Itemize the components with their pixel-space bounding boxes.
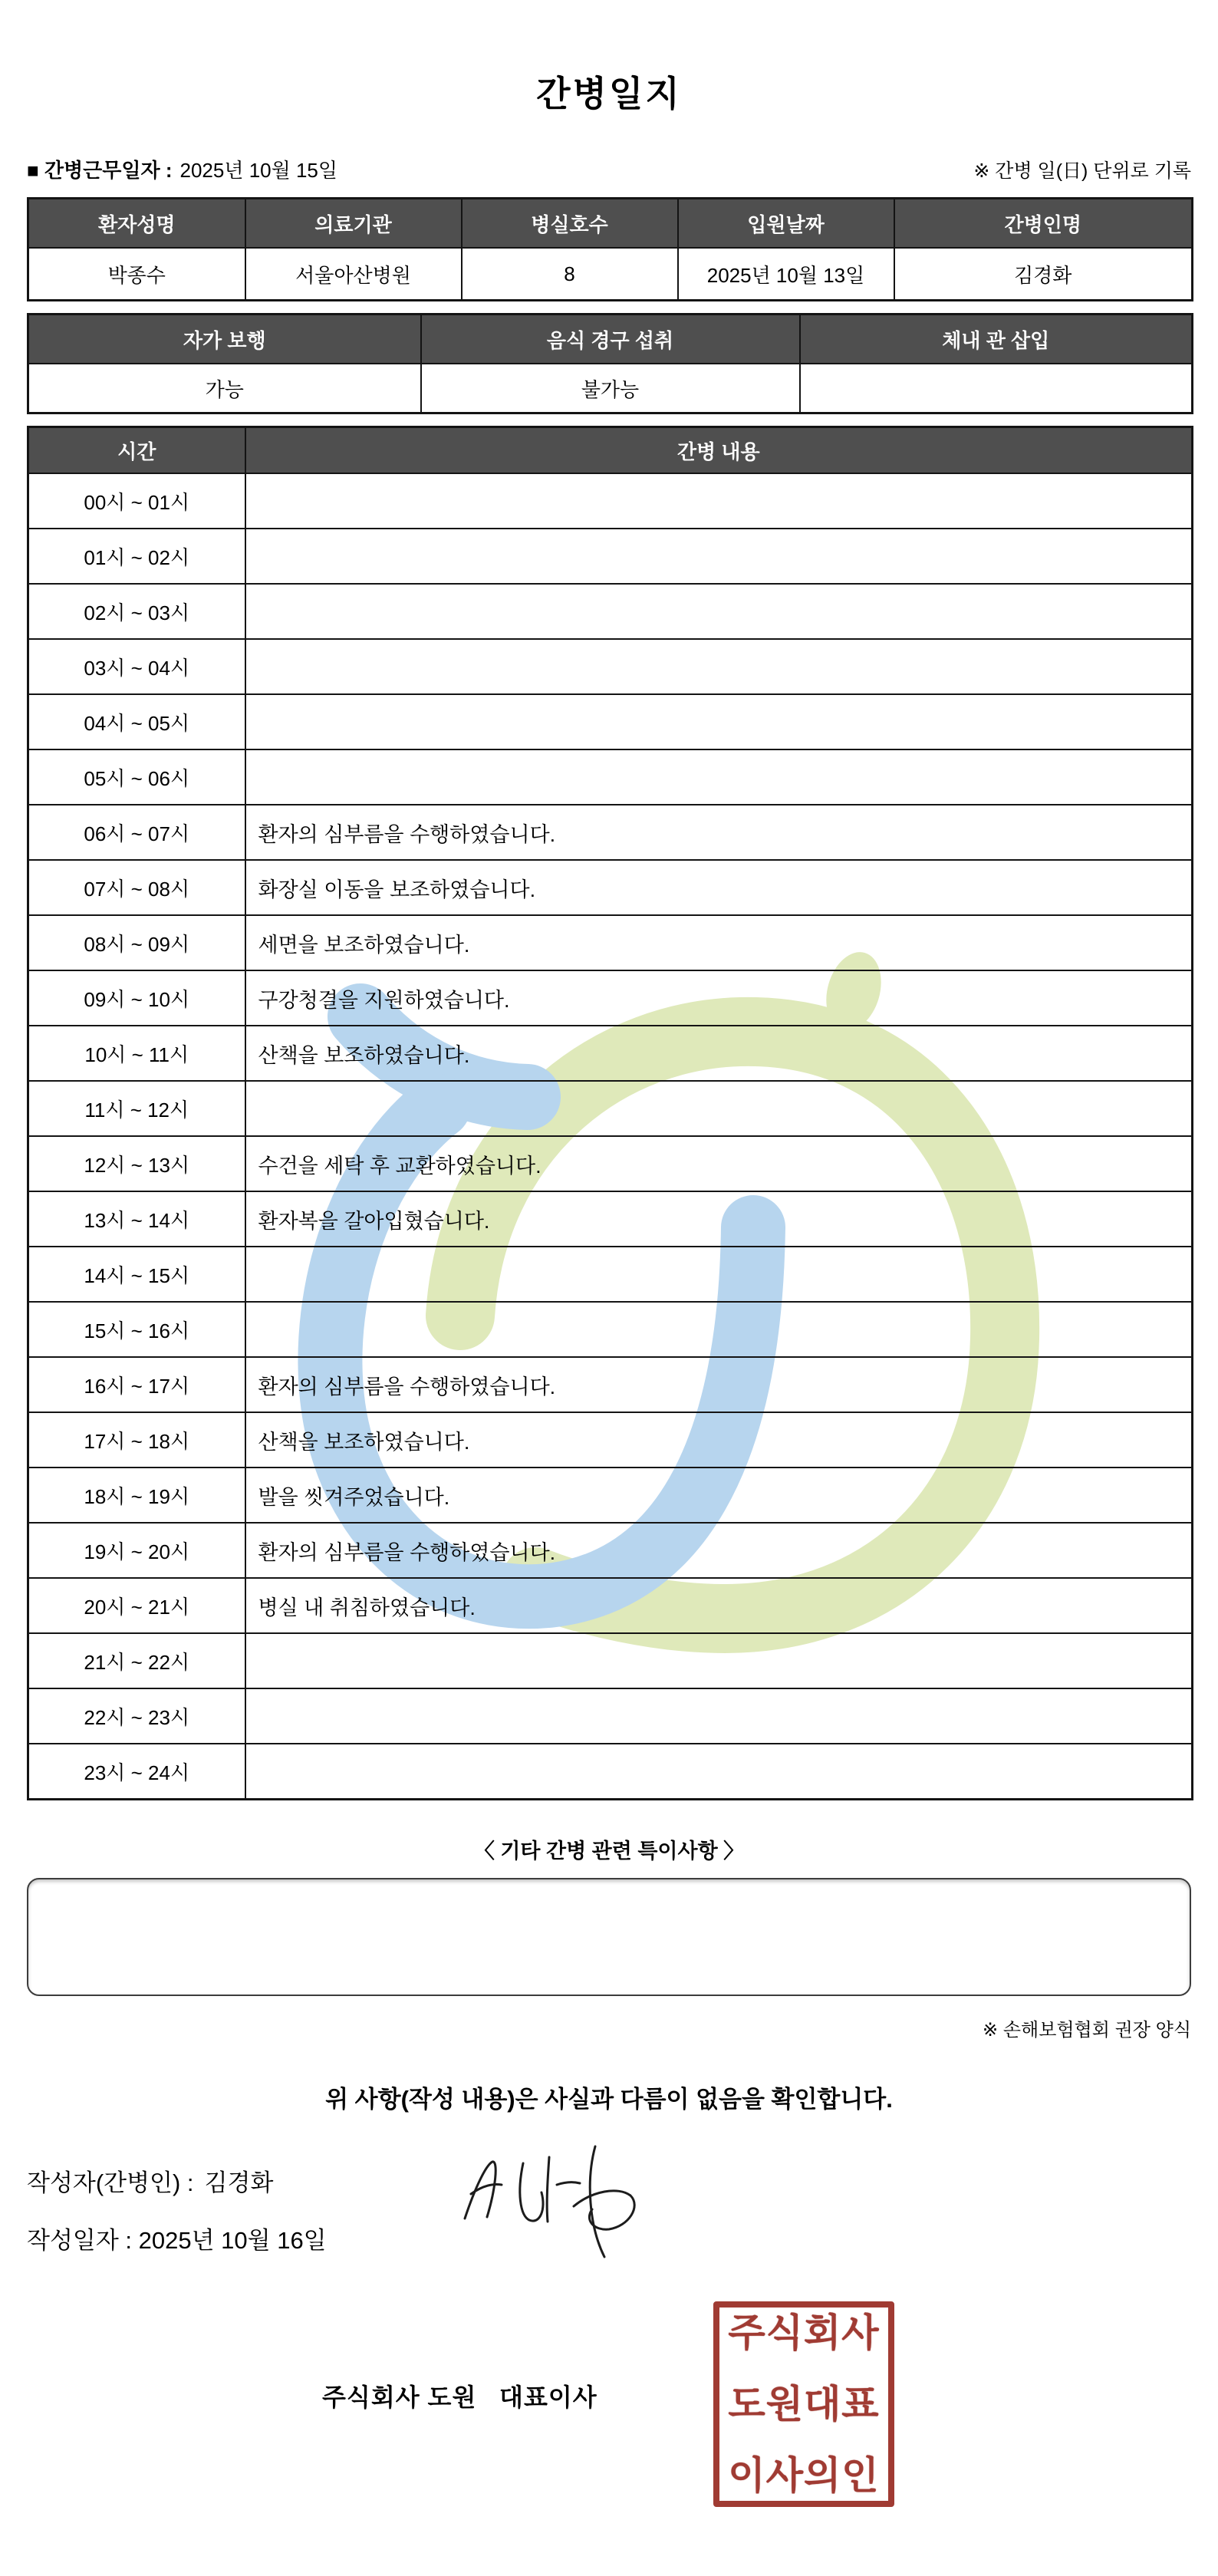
log-row [28, 915, 1193, 970]
unit-note: ※ 간병 일(日) 단위로 기록 [973, 160, 1191, 182]
log-content [245, 1081, 1193, 1136]
room-number-value: 8 [462, 248, 678, 301]
log-content: 발을 씻겨주었습니다. [245, 1468, 1193, 1523]
condition-header-row [28, 315, 1193, 364]
log-header-row [28, 427, 1193, 474]
log-row [28, 1468, 1193, 1523]
log-time: 04시 ~ 05시 [28, 694, 245, 749]
header-tube-insertion: 체내 관 삽입 [800, 315, 1193, 364]
patient-value-row [28, 248, 1193, 301]
log-content: 산책을 보조하였습니다. [245, 1412, 1193, 1468]
log-row [28, 1523, 1193, 1578]
log-content [245, 1744, 1193, 1800]
caregiver-name-value: 김경화 [894, 248, 1193, 301]
log-time: 09시 ~ 10시 [28, 970, 245, 1026]
tube-insertion-value [800, 364, 1193, 413]
log-row [28, 860, 1193, 915]
written-date-value: 2025년 10월 16일 [138, 2227, 327, 2254]
writer-name: 김경화 [204, 2169, 274, 2196]
header-time: 시간 [28, 427, 245, 474]
log-content [245, 749, 1193, 805]
log-row [28, 1744, 1193, 1800]
log-time: 13시 ~ 14시 [28, 1191, 245, 1247]
log-time: 19시 ~ 20시 [28, 1523, 245, 1578]
page-title: 간병일지 [536, 74, 682, 114]
header-oral-intake: 음식 경구 섭취 [421, 315, 800, 364]
log-row [28, 1247, 1193, 1302]
log-time: 23시 ~ 24시 [28, 1744, 245, 1800]
log-time: 01시 ~ 02시 [28, 529, 245, 584]
care-log-table [27, 426, 1193, 1800]
log-time: 16시 ~ 17시 [28, 1357, 245, 1412]
log-content: 환자의 심부름을 수행하였습니다. [245, 805, 1193, 860]
handwritten-signature [453, 2133, 660, 2267]
log-time: 15시 ~ 16시 [28, 1302, 245, 1357]
log-row [28, 970, 1193, 1026]
notes-heading: 〈 기타 간병 관련 특이사항 〉 [473, 1840, 745, 1863]
log-row [28, 1688, 1193, 1744]
log-content [245, 639, 1193, 694]
log-content: 산책을 보조하였습니다. [245, 1026, 1193, 1081]
work-date-line [27, 155, 337, 183]
corporate-seal-stamp [713, 2301, 894, 2507]
seal-text-line: 이사의인 [728, 2454, 880, 2497]
log-content [245, 529, 1193, 584]
log-row [28, 529, 1193, 584]
log-row [28, 1578, 1193, 1633]
log-time: 17시 ~ 18시 [28, 1412, 245, 1468]
condition-table [27, 313, 1193, 414]
log-row [28, 1357, 1193, 1412]
log-time: 00시 ~ 01시 [28, 473, 245, 529]
log-row [28, 584, 1193, 639]
medical-institution-value: 서울아산병원 [245, 248, 462, 301]
log-content [245, 694, 1193, 749]
log-row [28, 1026, 1193, 1081]
writer-label: 작성자(간병인) : [27, 2169, 194, 2196]
log-time: 10시 ~ 11시 [28, 1026, 245, 1081]
log-row [28, 749, 1193, 805]
patient-name-value: 박종수 [28, 248, 245, 301]
log-content: 환자복을 갈아입혔습니다. [245, 1191, 1193, 1247]
log-time: 02시 ~ 03시 [28, 584, 245, 639]
company-block [27, 2301, 1191, 2532]
notes-box[interactable] [27, 1878, 1191, 1996]
log-time: 12시 ~ 13시 [28, 1136, 245, 1191]
log-row [28, 1191, 1193, 1247]
header-room-number: 병실호수 [462, 199, 678, 249]
log-time: 06시 ~ 07시 [28, 805, 245, 860]
log-time: 03시 ~ 04시 [28, 639, 245, 694]
self-walking-value: 가능 [28, 364, 421, 413]
log-content [245, 584, 1193, 639]
oral-intake-value: 불가능 [421, 364, 800, 413]
log-content [245, 1247, 1193, 1302]
header-medical-institution: 의료기관 [245, 199, 462, 249]
log-content [245, 1688, 1193, 1744]
log-time: 14시 ~ 15시 [28, 1247, 245, 1302]
log-content: 병실 내 취침하였습니다. [245, 1578, 1193, 1633]
admission-date-value: 2025년 10월 13일 [678, 248, 894, 301]
header-caregiver-name: 간병인명 [894, 199, 1193, 249]
log-row [28, 805, 1193, 860]
log-row [28, 1136, 1193, 1191]
patient-header-row [28, 199, 1193, 249]
log-content: 화장실 이동을 보조하였습니다. [245, 860, 1193, 915]
log-content: 환자의 심부름을 수행하였습니다. [245, 1523, 1193, 1578]
condition-value-row [28, 364, 1193, 413]
meta-row [27, 155, 1191, 183]
log-content: 수건을 세탁 후 교환하였습니다. [245, 1136, 1193, 1191]
log-time: 21시 ~ 22시 [28, 1633, 245, 1688]
log-row [28, 639, 1193, 694]
log-time: 07시 ~ 08시 [28, 860, 245, 915]
company-line: 주식회사 도원 대표이사 [322, 2383, 597, 2411]
header-care-content: 간병 내용 [245, 427, 1193, 474]
seal-text-line: 도원대표 [728, 2383, 880, 2426]
confirmation-statement: 위 사항(작성 내용)은 사실과 다름이 없음을 확인합니다. [325, 2086, 893, 2113]
log-content [245, 1633, 1193, 1688]
log-content: 세면을 보조하였습니다. [245, 915, 1193, 970]
log-time: 08시 ~ 09시 [28, 915, 245, 970]
header-self-walking: 자가 보행 [28, 315, 421, 364]
writer-line [27, 2163, 1191, 2198]
log-row [28, 473, 1193, 529]
work-date-label: ■ 간병근무일자 : [27, 159, 173, 182]
form-note: ※ 손해보험협회 권장 양식 [983, 2020, 1191, 2041]
written-date-label: 작성일자 : [27, 2227, 133, 2254]
log-time: 05시 ~ 06시 [28, 749, 245, 805]
log-content: 환자의 심부름을 수행하였습니다. [245, 1357, 1193, 1412]
work-date-value: 2025년 10월 15일 [179, 159, 337, 182]
seal-text-line: 주식회사 [728, 2311, 880, 2354]
log-content [245, 1302, 1193, 1357]
log-time: 20시 ~ 21시 [28, 1578, 245, 1633]
log-row [28, 1412, 1193, 1468]
log-content: 구강청결을 지원하였습니다. [245, 970, 1193, 1026]
header-admission-date: 입원날짜 [678, 199, 894, 249]
log-row [28, 1302, 1193, 1357]
log-row [28, 1633, 1193, 1688]
log-time: 22시 ~ 23시 [28, 1688, 245, 1744]
log-row [28, 694, 1193, 749]
log-content [245, 473, 1193, 529]
header-patient-name: 환자성명 [28, 199, 245, 249]
log-time: 18시 ~ 19시 [28, 1468, 245, 1523]
patient-info-table [27, 197, 1193, 301]
log-time: 11시 ~ 12시 [28, 1081, 245, 1136]
log-row [28, 1081, 1193, 1136]
